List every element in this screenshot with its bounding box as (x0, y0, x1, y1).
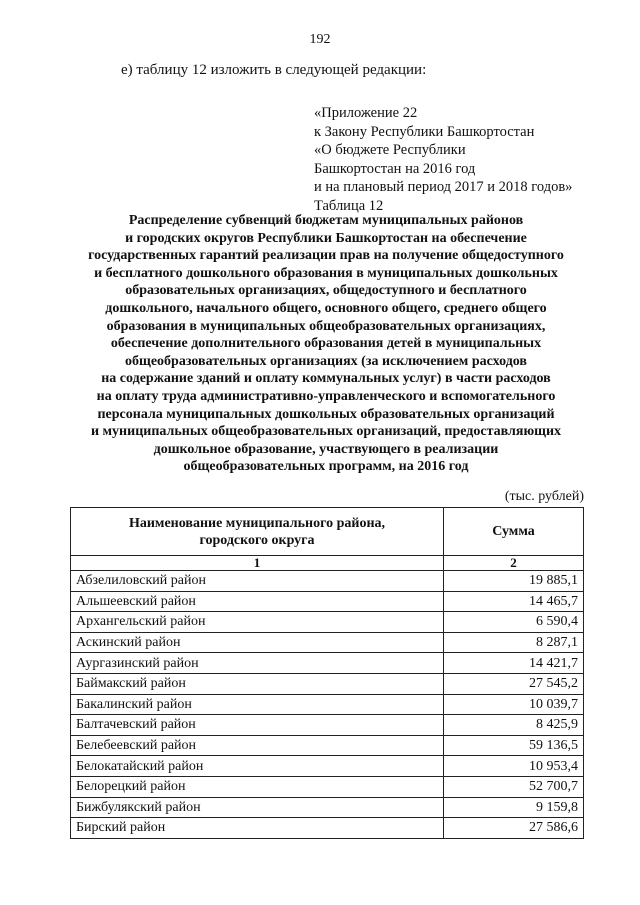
header-sum: Сумма (444, 508, 584, 556)
heading-line: дошкольное образование, участвующего в реализации (153, 441, 499, 457)
page-number: 192 (309, 32, 331, 47)
heading-line: персонала муниципальных дошкольных образовательных организаций (97, 406, 555, 422)
header-name-line: городского округа (199, 532, 315, 548)
district-amount: 9 159,8 (444, 797, 584, 818)
table-row (71, 735, 584, 756)
district-amount: 59 136,5 (444, 735, 584, 756)
table-row (71, 756, 584, 777)
header-name-line: Наименование муниципального района, (128, 515, 386, 531)
table-header-row (71, 508, 584, 556)
column-number: 2 (444, 556, 584, 571)
heading-line: общеобразовательных программ, на 2016 год (183, 459, 469, 475)
heading-line: образовательных организациях, общедоступного и бесплатного (125, 283, 527, 299)
heading-line: и бесплатного дошкольного образования в муниципальных дошкольных (94, 265, 558, 281)
table-row (71, 776, 584, 797)
table-row (71, 797, 584, 818)
units-label: (тыс. рублей) (504, 489, 584, 504)
intro-text: е) таблицу 12 изложить в следующей редакции: (121, 62, 427, 78)
district-amount: 14 421,7 (444, 653, 584, 674)
appendix-line: Башкортостан на 2016 год (314, 160, 476, 177)
appendix-line: Таблица 12 (314, 197, 384, 214)
heading-line: на оплату труда административно-управленческого и вспомогательного (96, 388, 556, 404)
heading-line: дошкольного, начального общего, основного общего, среднего общего (105, 300, 547, 316)
district-name: Альшеевский район (71, 591, 444, 612)
heading-line: и муниципальных общеобразовательных организаций, предоставляющих (90, 424, 562, 440)
header-name (71, 508, 444, 556)
district-name: Белебеевский район (71, 735, 444, 756)
subsidy-table (70, 507, 584, 839)
heading-line: обеспечение дополнительного образования детей в муниципальных (110, 336, 542, 352)
district-amount: 19 885,1 (444, 571, 584, 592)
district-name: Белокатайский район (71, 756, 444, 777)
heading-line: и городских округов Республики Башкортостан на обеспечение (125, 230, 527, 246)
district-amount: 6 590,4 (444, 612, 584, 633)
district-amount: 10 039,7 (444, 694, 584, 715)
district-name: Белорецкий район (71, 776, 444, 797)
appendix-line: «О бюджете Республики (314, 142, 466, 158)
table-heading (60, 212, 592, 476)
table-row (71, 653, 584, 674)
district-name: Аскинский район (71, 632, 444, 653)
appendix-line: «Приложение 22 (314, 105, 418, 121)
district-name: Бирский район (71, 818, 444, 839)
district-name: Баймакский район (71, 673, 444, 694)
heading-line: государственных гарантий реализации прав на получение общедоступного (88, 248, 564, 264)
appendix-reference (314, 104, 572, 215)
table-row (71, 571, 584, 592)
district-name: Балтачевский район (71, 715, 444, 736)
column-number-row (71, 556, 584, 571)
table-row (71, 694, 584, 715)
district-amount: 14 465,7 (444, 591, 584, 612)
table-row (71, 632, 584, 653)
district-amount: 27 586,6 (444, 818, 584, 839)
district-amount: 8 287,1 (444, 632, 584, 653)
district-amount: 52 700,7 (444, 776, 584, 797)
heading-line: на содержание зданий и оплату коммунальных услуг) в части расходов (101, 371, 551, 387)
district-name: Аургазинский район (71, 653, 444, 674)
table-body (71, 571, 584, 839)
district-amount: 8 425,9 (444, 715, 584, 736)
table-row (71, 818, 584, 839)
table-row (71, 715, 584, 736)
table-row (71, 612, 584, 633)
district-name: Бакалинский район (71, 694, 444, 715)
appendix-line: к Закону Республики Башкортостан (314, 123, 535, 140)
district-name: Архангельский район (71, 612, 444, 633)
heading-line: общеобразовательных организациях (за исключением расходов (125, 353, 527, 369)
district-name: Абзелиловский район (71, 571, 444, 592)
district-amount: 10 953,4 (444, 756, 584, 777)
heading-line: Распределение субвенций бюджетам муниципальных районов (128, 213, 524, 228)
table-row (71, 673, 584, 694)
column-number: 1 (71, 556, 444, 571)
heading-line: образования в муниципальных общеобразовательных организациях, (106, 318, 546, 334)
district-name: Бижбулякский район (71, 797, 444, 818)
table-row (71, 591, 584, 612)
appendix-line: и на плановый период 2017 и 2018 годов» (314, 179, 573, 195)
district-amount: 27 545,2 (444, 673, 584, 694)
